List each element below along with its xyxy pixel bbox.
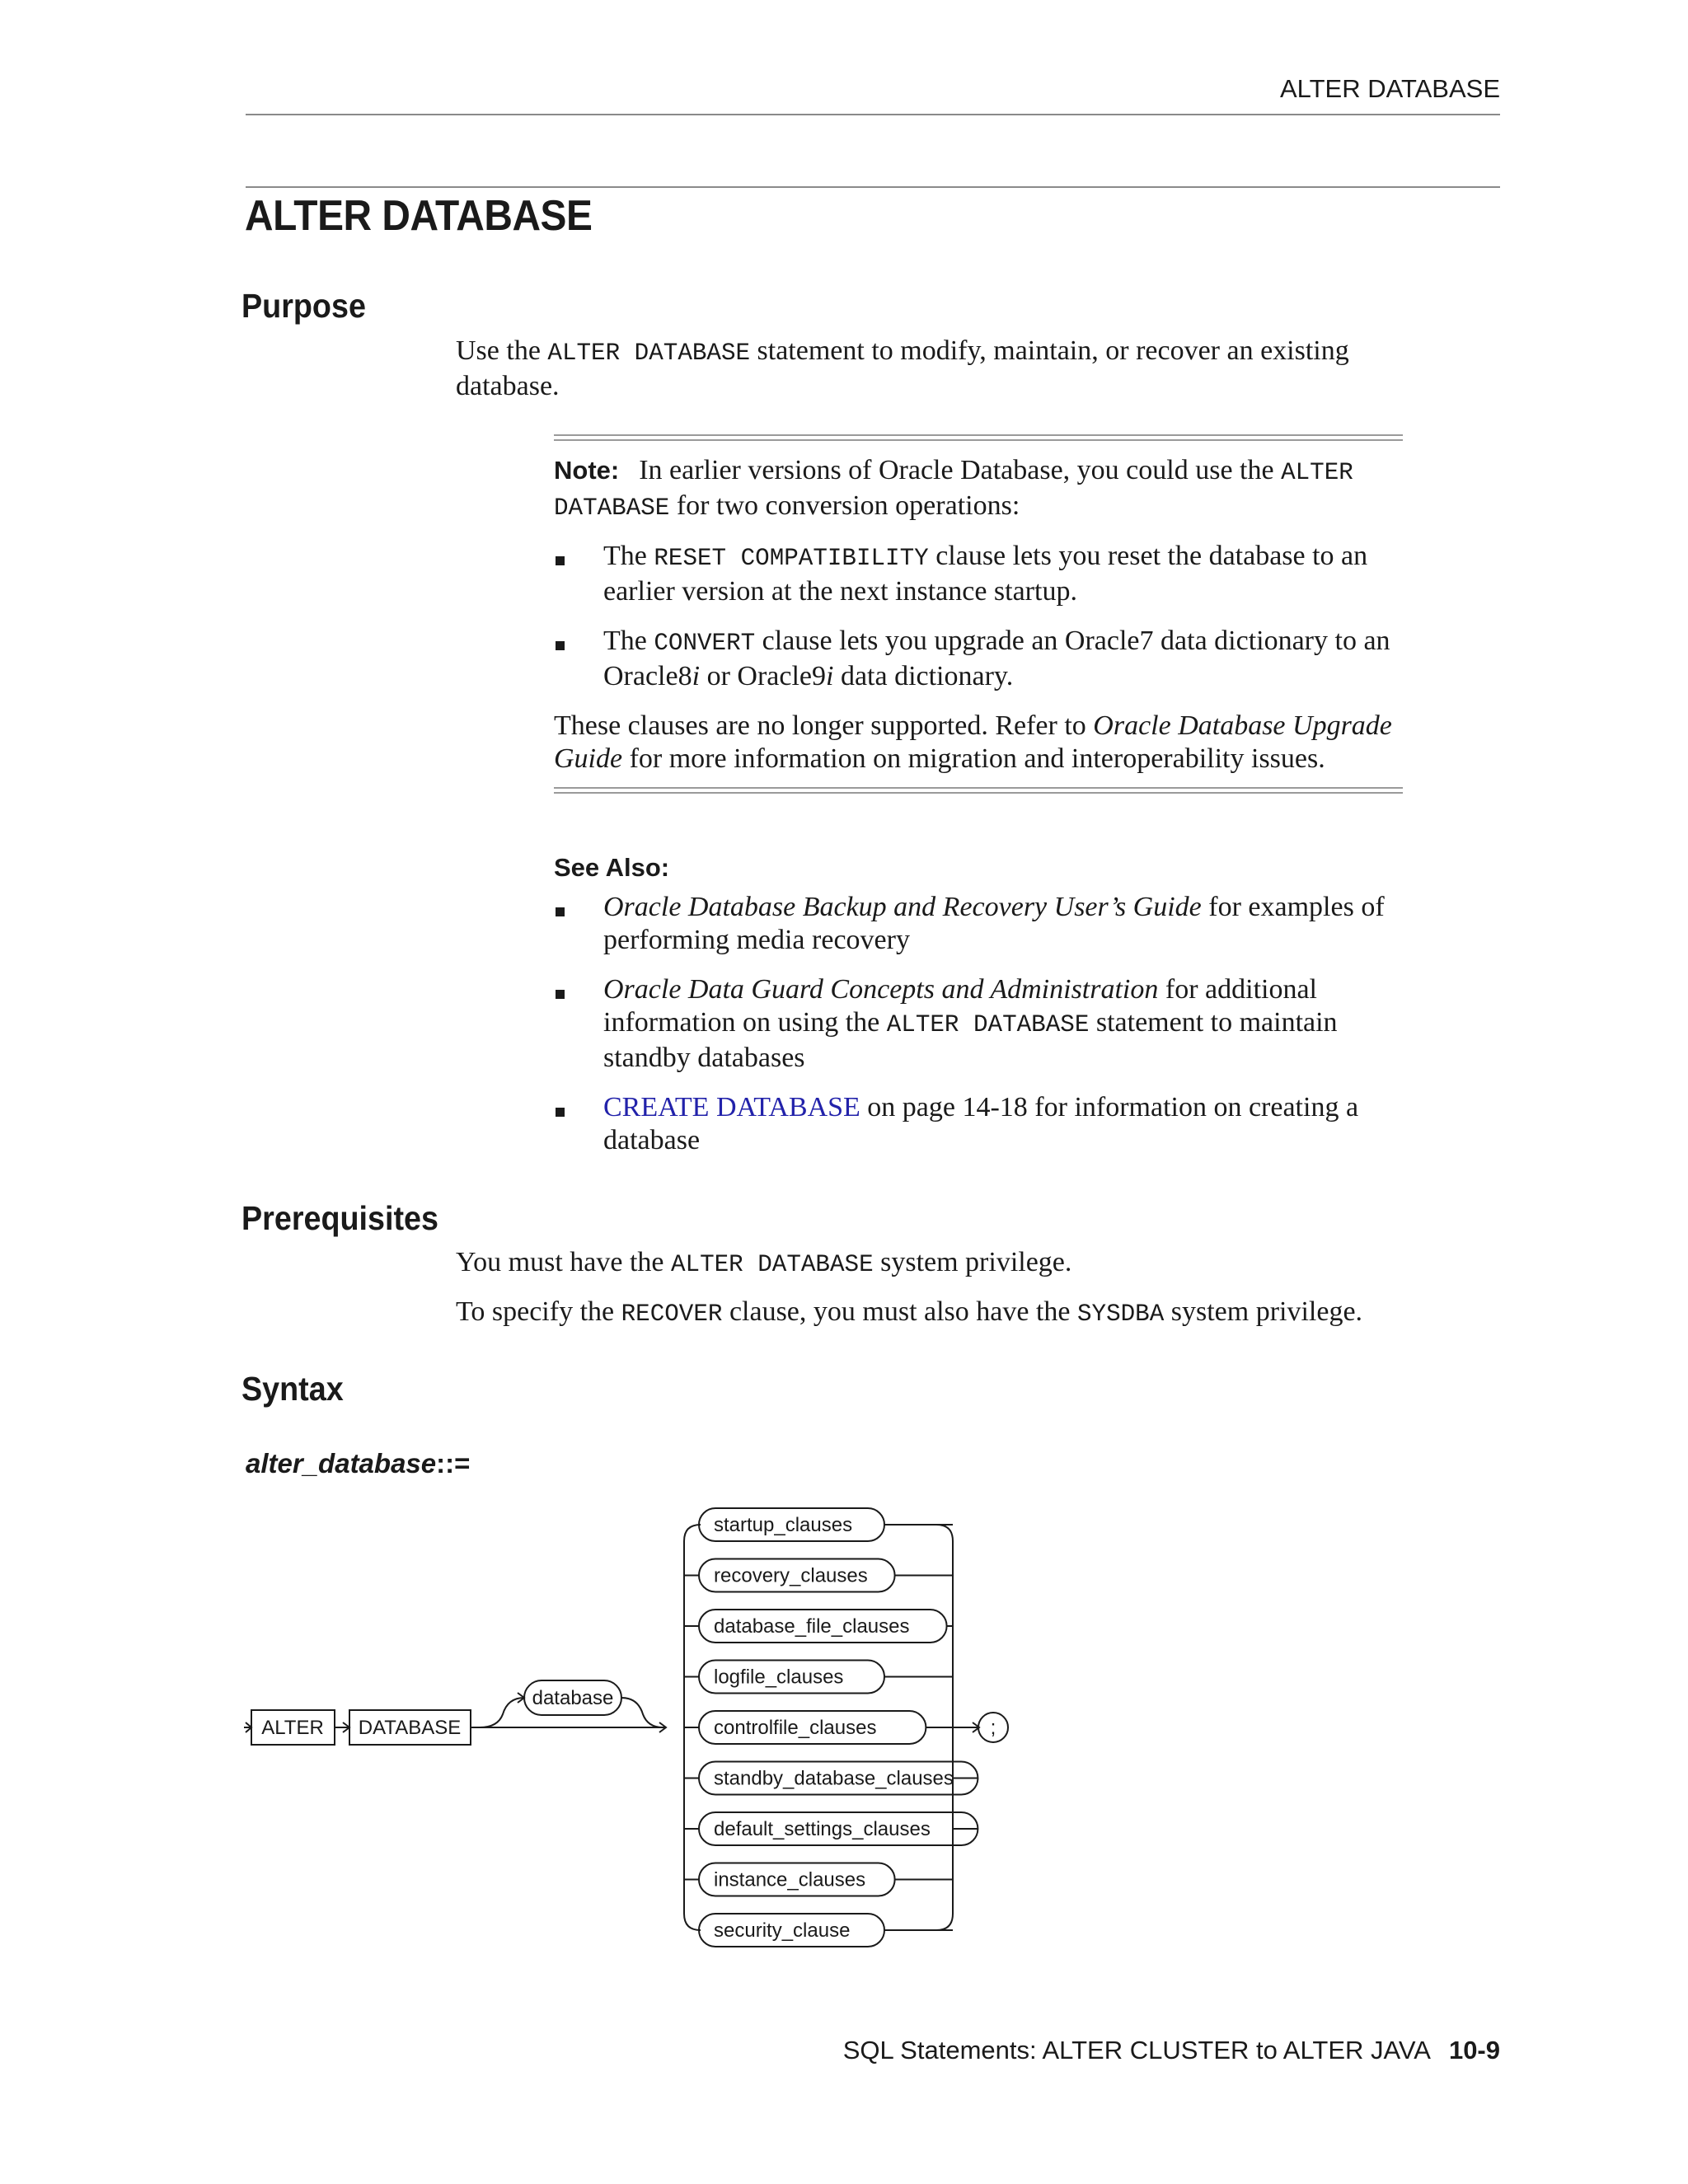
- syntax-rule-label: alter_database::=: [246, 1448, 471, 1479]
- clause-label-logfile-clauses: logfile_clauses: [714, 1666, 844, 1689]
- page-footer: [843, 2036, 1500, 2065]
- clause-label-standby-database-clauses: standby_database_clauses: [714, 1767, 954, 1790]
- clause-pill-recovery-clauses: [699, 1559, 895, 1592]
- prerequisites-line-2: To specify the RECOVER clause, you must also have the SYSDBA system privilege.: [456, 1296, 1363, 1328]
- create-database-link[interactable]: CREATE DATABASE: [603, 1092, 860, 1122]
- see-also-box: [554, 853, 1411, 1174]
- clause-pill-startup-clauses: [699, 1508, 884, 1541]
- note-closing: These clauses are no longer supported. Refer to Oracle Database Upgrade Guide for more information on migration and interoperability issues.: [554, 710, 1392, 774]
- note-bullet-list: [554, 540, 1403, 693]
- note-bottom-rule: [554, 787, 1403, 794]
- see-also-list: [554, 891, 1411, 1157]
- page-number: 10-9: [1448, 2036, 1500, 2064]
- note-label: Note:: [554, 456, 620, 485]
- list-item: CREATE DATABASE on page 14-18 for information on creating a database: [554, 1091, 1411, 1157]
- clause-label-instance-clauses: instance_clauses: [714, 1868, 866, 1891]
- list-item: The CONVERT clause lets you upgrade an Oracle7 data dictionary to an Oracle8i or Oracle9i data dictionary.: [554, 625, 1403, 693]
- purpose-paragraph: Use the ALTER DATABASE statement to modify, maintain, or recover an existing database.: [456, 335, 1349, 401]
- clause-label-database-file-clauses: database_file_clauses: [714, 1615, 910, 1638]
- clause-label-recovery-clauses: recovery_clauses: [714, 1564, 868, 1587]
- running-header: ALTER DATABASE: [1279, 74, 1500, 103]
- code-alter-database: ALTER DATABASE: [547, 340, 751, 367]
- clause-label-security-clause: security_clause: [714, 1919, 851, 1942]
- list-item: The RESET COMPATIBILITY clause lets you reset the database to an earlier version at the next instance startup.: [554, 540, 1403, 608]
- note-intro: Note: In earlier versions of Oracle Database, you could use the ALTER DATABASE for two conversion operations:: [554, 455, 1353, 522]
- database-keyword-box: [349, 1710, 471, 1745]
- syntax-heading: Syntax: [241, 1370, 344, 1408]
- clause-pill-logfile-clauses: [699, 1661, 884, 1694]
- clause-label-startup-clauses: startup_clauses: [714, 1514, 853, 1536]
- clause-pill-security-clause: [699, 1914, 884, 1947]
- prerequisites-heading: Prerequisites: [241, 1199, 439, 1237]
- footer-chapter: SQL Statements: ALTER CLUSTER to ALTER JAVA: [842, 2036, 1431, 2064]
- database-keyword: DATABASE: [358, 1717, 462, 1739]
- prerequisites-line-1: You must have the ALTER DATABASE system privilege.: [456, 1247, 1072, 1278]
- list-item: Oracle Database Backup and Recovery User’s Guide for examples of performing media recovery: [554, 891, 1411, 957]
- clause-pill-database-file-clauses: [699, 1610, 947, 1643]
- optional-database-label: database: [532, 1687, 614, 1709]
- clause-pill-controlfile-clauses: [699, 1711, 926, 1744]
- list-item: Oracle Data Guard Concepts and Administration for additional information on using the ALTER DATABASE statement to maintain standby databases: [554, 973, 1411, 1075]
- purpose-heading: Purpose: [241, 287, 366, 325]
- clause-label-default-settings-clauses: default_settings_clauses: [714, 1818, 931, 1840]
- clause-choice-group: [684, 1508, 978, 1947]
- clause-pill-standby-database-clauses: [699, 1762, 978, 1795]
- note-top-rule: [554, 434, 1403, 441]
- see-also-label: See Also:: [554, 853, 670, 882]
- note-box: [554, 434, 1403, 794]
- title-rule: [246, 186, 1500, 188]
- optional-database-pill: [524, 1680, 621, 1715]
- terminator-circle: [978, 1713, 1008, 1742]
- clause-pill-default-settings-clauses: [699, 1812, 978, 1845]
- clause-pill-instance-clauses: [699, 1863, 895, 1896]
- header-rule: [246, 114, 1500, 115]
- terminator-semicolon: ;: [990, 1717, 996, 1739]
- clause-label-controlfile-clauses: controlfile_clauses: [714, 1717, 877, 1739]
- page-title: ALTER DATABASE: [245, 192, 593, 240]
- alter-keyword: ALTER: [261, 1717, 324, 1739]
- alter-keyword-box: [251, 1710, 335, 1745]
